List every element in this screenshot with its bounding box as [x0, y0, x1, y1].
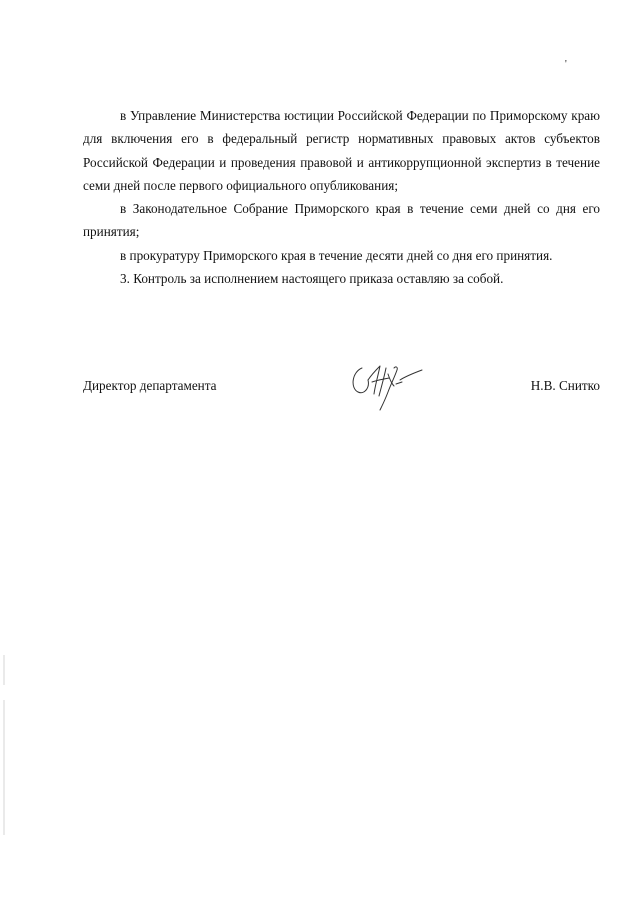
paragraph-legislative-assembly: в Законодательное Собрание Приморского края в течение семи дней со дня его принятия;	[83, 201, 600, 240]
document-body	[83, 104, 600, 290]
corner-mark: '	[565, 59, 567, 70]
paragraph-ministry-justice: в Управление Министерства юстиции Российской Федерации по Приморскому краю для включения его в федеральный регистр нормативных правовых актов субъектов Российской Федерации и проведения правовой и антикоррупционной экспертиз в течение семи дней после первого официального опубликования;	[83, 108, 600, 193]
paragraph-prosecutor-office: в прокуратуру Приморского края в течение десяти дней со дня его принятия.	[120, 247, 553, 263]
signatory-title: Директор департамента	[83, 378, 217, 393]
scan-edge-artifact	[3, 655, 5, 835]
signature-block	[83, 376, 600, 396]
handwritten-signature	[348, 354, 428, 414]
paragraph-control-clause: 3. Контроль за исполнением настоящего приказа оставляю за собой.	[120, 271, 504, 287]
signatory-name: Н.В. Снитко	[530, 378, 600, 393]
